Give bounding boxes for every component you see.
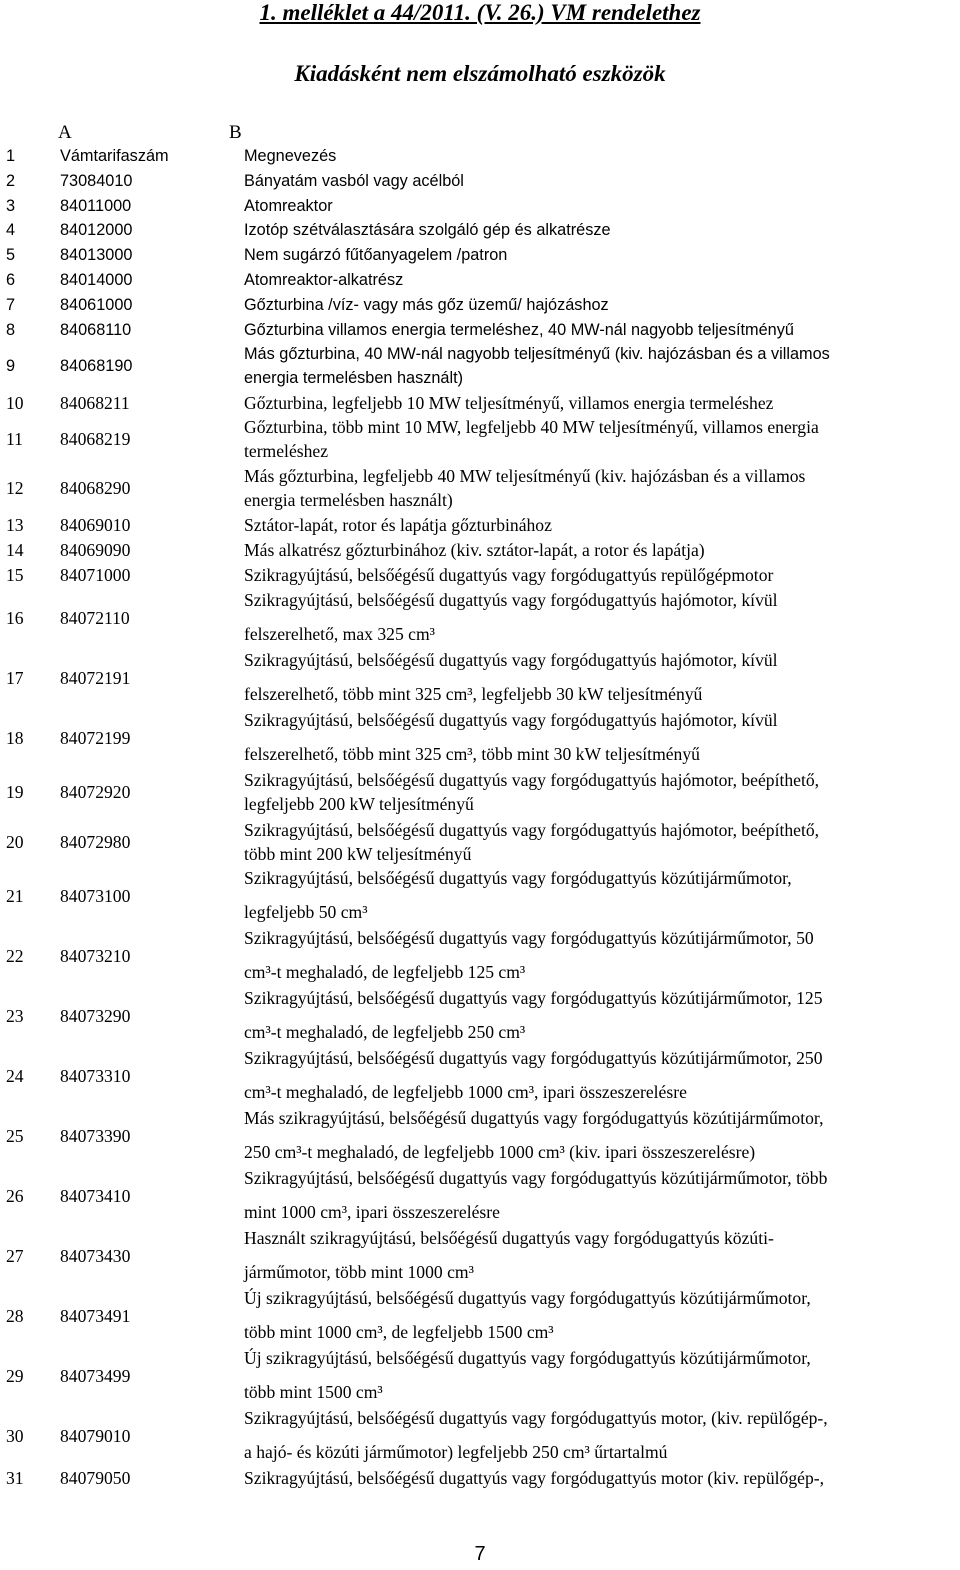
row-number: 29: [6, 1366, 24, 1386]
description: [244, 648, 956, 704]
description: [244, 818, 956, 866]
description: [244, 866, 956, 922]
description-line: Szikragyújtású, belsőégésű dugattyús vagy forgódugattyús közútijárműmotor, 125: [244, 988, 823, 1008]
row-number: 5: [6, 246, 16, 264]
tariff-code: 84072110: [60, 608, 130, 628]
description: Atomreaktor-alkatrész: [244, 271, 404, 289]
description: Atomreaktor: [244, 197, 333, 215]
tariff-code: 84069090: [60, 540, 131, 560]
description-line: legfeljebb 50 cm³: [244, 902, 368, 922]
description-line: Szikragyújtású, belsőégésű dugattyús vagy forgódugattyús közútijárműmotor, több: [244, 1168, 828, 1188]
description-line: Szikragyújtású, belsőégésű dugattyús vagy forgódugattyús közútijárműmotor, 50: [244, 928, 814, 948]
description-line: Új szikragyújtású, belsőégésű dugattyús vagy forgódugattyús közútijárműmotor,: [244, 1348, 811, 1368]
description-line: Más szikragyújtású, belsőégésű dugattyús vagy forgódugattyús közútijárműmotor,: [244, 1108, 824, 1128]
tariff-code: 84073499: [60, 1366, 131, 1386]
row-number: 6: [6, 271, 16, 289]
row-number: 9: [6, 357, 16, 375]
row-number: 30: [6, 1426, 24, 1446]
description-line: mint 1000 cm³, ipari összeszerelésre: [244, 1202, 500, 1222]
description: Más alkatrész gőzturbinához (kiv. sztátor-lapát, a rotor és lapátja): [244, 540, 705, 560]
tariff-code: 84073410: [60, 1186, 131, 1206]
description: Bányatám vasból vagy acélból: [244, 172, 464, 190]
tariff-code: 84073491: [60, 1306, 131, 1326]
tariff-code: 84073100: [60, 886, 131, 906]
description: Gőzturbina villamos energia termeléshez, 40 MW-nál nagyobb teljesítményű: [244, 321, 794, 339]
row-number: 18: [6, 728, 24, 748]
description-line: több mint 200 kW teljesítményű: [244, 844, 472, 864]
description-line: Szikragyújtású, belsőégésű dugattyús vagy forgódugattyús hajómotor, beépíthető,: [244, 820, 820, 840]
column-header-b: B: [229, 122, 242, 143]
tariff-code: 84072920: [60, 782, 131, 802]
row-number: 17: [6, 668, 24, 688]
description: [244, 1106, 956, 1162]
description-line: több mint 1500 cm³: [244, 1382, 383, 1402]
page-number: 7: [474, 1543, 486, 1565]
tariff-code: 84068290: [60, 478, 131, 498]
description: Nem sugárzó fűtőanyagelem /patron: [244, 246, 508, 264]
description: [244, 768, 956, 816]
row-number: 13: [6, 515, 24, 535]
row-number: 12: [6, 478, 24, 498]
description: [244, 464, 956, 512]
description-line: több mint 1000 cm³, de legfeljebb 1500 cm³: [244, 1322, 554, 1342]
tariff-code: 84072199: [60, 728, 131, 748]
row-number: 8: [6, 321, 16, 339]
tariff-code: 84011000: [60, 197, 132, 215]
row-number: 14: [6, 540, 24, 560]
description: [244, 588, 956, 644]
tariff-code: 84069010: [60, 515, 131, 535]
tariff-code: 84061000: [60, 296, 133, 314]
description: [244, 1406, 956, 1462]
description-line: felszerelhető, max 325 cm³: [244, 624, 435, 644]
description-line: Szikragyújtású, belsőégésű dugattyús vagy forgódugattyús hajómotor, kívül: [244, 710, 778, 730]
row-number: 31: [6, 1468, 24, 1488]
description-line: cm³-t meghaladó, de legfeljebb 125 cm³: [244, 962, 526, 982]
description-line: a hajó- és közúti járműmotor) legfeljebb 250 cm³ űrtartalmú: [244, 1442, 668, 1462]
row-number: 3: [6, 197, 16, 215]
description: Sztátor-lapát, rotor és lapátja gőzturbinához: [244, 515, 552, 535]
row-number: 16: [6, 608, 24, 628]
tariff-code: 84079010: [60, 1426, 131, 1446]
description: [244, 708, 956, 764]
row-number: 19: [6, 782, 24, 802]
description-line: 250 cm³-t meghaladó, de legfeljebb 1000 cm³ (kiv. ipari összeszerelésre): [244, 1142, 756, 1162]
description: [244, 1166, 956, 1222]
description-line: Szikragyújtású, belsőégésű dugattyús vagy forgódugattyús közútijárműmotor, 250: [244, 1048, 823, 1068]
row-number: 24: [6, 1066, 24, 1086]
row-number: 1: [6, 147, 16, 165]
tariff-code: 84068190: [60, 357, 133, 375]
description: Izotóp szétválasztására szolgáló gép és alkatrésze: [244, 221, 611, 239]
description-line: Szikragyújtású, belsőégésű dugattyús vagy forgódugattyús hajómotor, kívül: [244, 650, 778, 670]
description-line: Szikragyújtású, belsőégésű dugattyús vagy forgódugattyús közútijárműmotor,: [244, 868, 792, 888]
description-line: felszerelhető, több mint 325 cm³, több mint 30 kW teljesítményű: [244, 744, 700, 764]
description: Gőzturbina /víz- vagy más gőz üzemű/ hajózáshoz: [244, 296, 609, 314]
row-number: 23: [6, 1006, 24, 1026]
description: [244, 1046, 956, 1102]
row-number: 4: [6, 221, 16, 239]
description: [244, 1346, 956, 1402]
description: [244, 342, 956, 390]
description-line: legfeljebb 200 kW teljesítményű: [244, 794, 474, 814]
description: Szikragyújtású, belsőégésű dugattyús vagy forgódugattyús repülőgépmotor: [244, 565, 774, 585]
description-line: felszerelhető, több mint 325 cm³, legfeljebb 30 kW teljesítményű: [244, 684, 703, 704]
description: Szikragyújtású, belsőégésű dugattyús vagy forgódugattyús motor (kiv. repülőgép-,: [244, 1468, 825, 1488]
row-number: 21: [6, 886, 24, 906]
description-line: járműmotor, több mint 1000 cm³: [244, 1262, 474, 1282]
row-number: 22: [6, 946, 24, 966]
row-number: 10: [6, 393, 24, 413]
row-number: 26: [6, 1186, 24, 1206]
tariff-code: 84073310: [60, 1066, 131, 1086]
tariff-code: 84013000: [60, 246, 133, 264]
description-line: Szikragyújtású, belsőégésű dugattyús vagy forgódugattyús hajómotor, beépíthető,: [244, 770, 820, 790]
tariff-code: 84068110: [60, 321, 132, 339]
tariff-code: 84072191: [60, 668, 131, 688]
description: [244, 986, 956, 1042]
description-line: cm³-t meghaladó, de legfeljebb 250 cm³: [244, 1022, 526, 1042]
description-line: cm³-t meghaladó, de legfeljebb 1000 cm³, ipari összeszerelésre: [244, 1082, 687, 1102]
description-line: energia termelésben használt): [244, 369, 464, 387]
tariff-code: 84073390: [60, 1126, 131, 1146]
description-line: termeléshez: [244, 441, 329, 461]
tariff-code: 84012000: [60, 221, 133, 239]
row-number: 15: [6, 565, 24, 585]
description-line: Szikragyújtású, belsőégésű dugattyús vagy forgódugattyús hajómotor, kívül: [244, 590, 778, 610]
description-line: energia termelésben használt): [244, 490, 453, 510]
description: [244, 1286, 956, 1342]
description: [244, 415, 956, 463]
tariff-code: 84073290: [60, 1006, 131, 1026]
description-line: Használt szikragyújtású, belsőégésű dugattyús vagy forgódugattyús közúti-: [244, 1228, 774, 1248]
tariff-code: 84073430: [60, 1246, 131, 1266]
description: [244, 1226, 956, 1282]
description-line: Más gőzturbina, legfeljebb 40 MW teljesítményű (kiv. hajózásban és a villamos: [244, 466, 806, 486]
page-header: 1. melléklet a 44/2011. (V. 26.) VM rendelethez: [259, 0, 701, 25]
tariff-code: 84071000: [60, 565, 131, 585]
tariff-code: 84073210: [60, 946, 131, 966]
description: [244, 926, 956, 982]
description-line: Más gőzturbina, 40 MW-nál nagyobb teljesítményű (kiv. hajózásban és a villamos: [244, 345, 830, 363]
row-number: 27: [6, 1246, 24, 1266]
tariff-code: 84014000: [60, 271, 133, 289]
row-number: 7: [6, 296, 16, 314]
row-number: 11: [6, 429, 23, 449]
row-number: 2: [6, 172, 16, 190]
description: Megnevezés: [244, 147, 337, 165]
description: Gőzturbina, legfeljebb 10 MW teljesítményű, villamos energia termeléshez: [244, 393, 774, 413]
description-line: Gőzturbina, több mint 10 MW, legfeljebb 40 MW teljesítményű, villamos energia: [244, 417, 819, 437]
row-number: 20: [6, 832, 24, 852]
tariff-code: 73084010: [60, 172, 133, 190]
column-header-a: A: [58, 122, 72, 143]
description-line: Szikragyújtású, belsőégésű dugattyús vagy forgódugattyús motor, (kiv. repülőgép-,: [244, 1408, 828, 1428]
tariff-code: 84072980: [60, 832, 131, 852]
tariff-code: 84079050: [60, 1468, 131, 1488]
page-title: Kiadásként nem elszámolható eszközök: [294, 61, 666, 86]
description-line: Új szikragyújtású, belsőégésű dugattyús vagy forgódugattyús közútijárműmotor,: [244, 1288, 811, 1308]
tariff-code: 84068211: [60, 393, 130, 413]
tariff-code: Vámtarifaszám: [60, 147, 169, 165]
tariff-code: 84068219: [60, 429, 131, 449]
row-number: 28: [6, 1306, 24, 1326]
row-number: 25: [6, 1126, 24, 1146]
